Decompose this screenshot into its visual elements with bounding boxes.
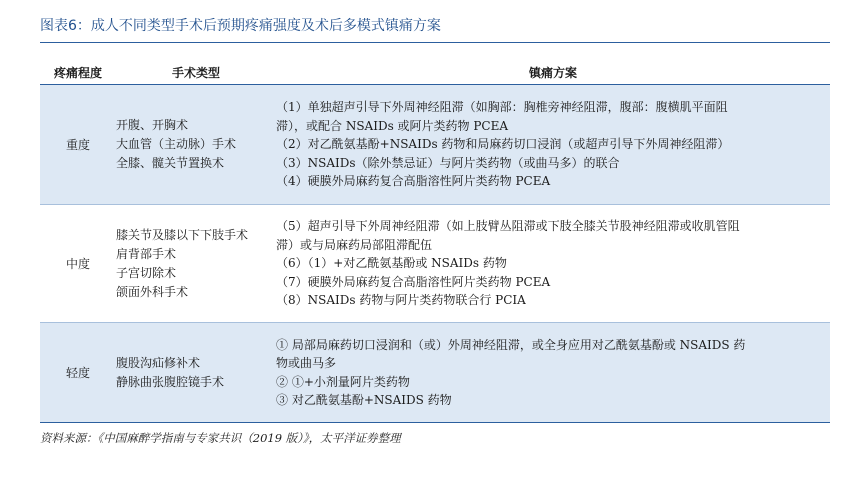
header-surgery-type: 手术类型 [116,60,276,85]
surgery-item: 腹股沟疝修补术 [116,355,201,370]
surgery-cell [116,323,276,423]
plan-line: 滞）或与局麻药局部阻滞配伍 [276,237,433,252]
plan-line: （5）超声引导下外周神经阻滞（如上肢臂丛阻滞或下肢全膝关节股神经阻滞或收肌管阻 [276,219,740,234]
table-header-row [40,60,830,85]
pain-level-cell: 重度 [40,85,116,205]
table-row-severe [40,85,830,205]
plan-line: ① 局部局麻药切口浸润和（或）外周神经阻滞，或全身应用对乙酰氨基酚或 NSAIDS 药 [276,337,746,352]
surgery-item: 静脉曲张腹腔镜手术 [116,374,225,389]
pain-level-cell: 轻度 [40,323,116,423]
figure-title: 图表6：成人不同类型手术后预期疼痛强度及术后多模式镇痛方案 [40,16,830,43]
plan-line: （8）NSAIDs 药物与阿片类药物联合行 PCIA [276,293,526,308]
surgery-item: 膝关节及膝以下下肢手术 [116,227,249,242]
header-analgesia-plan: 镇痛方案 [276,60,830,85]
plan-line: （1）单独超声引导下外周神经阻滞（如胸部：胸椎旁神经阻滞，腹部：腹横肌平面阻 [276,100,728,115]
surgery-item: 开腹、开胸术 [116,118,189,132]
plan-line: （2）对乙酰氨基酚+NSAIDs 药物和局麻药切口浸润（或超声引导下外周神经阻滞） [276,137,730,152]
plan-line: ③ 对乙酰氨基酚+NSAIDS 药物 [276,393,452,407]
plan-line: ② ①+小剂量阿片类药物 [276,374,410,389]
plan-line: 物或曲马多 [276,356,337,370]
surgery-item: 大血管（主动脉）手术 [116,137,237,151]
surgery-item: 子宫切除术 [116,265,177,280]
plan-cell [276,85,830,205]
surgery-cell [116,85,276,205]
plan-line: 滞），或配合 NSAIDs 或阿片类药物 PCEA [276,118,509,133]
table-row-mild [40,323,830,423]
plan-cell [276,323,830,423]
analgesia-table [40,60,830,423]
surgery-item: 全膝、髋关节置换术 [116,156,225,170]
surgery-cell [116,205,276,323]
surgery-item: 颌面外科手术 [116,284,189,299]
plan-line: （6）（1）+对乙酰氨基酚或 NSAIDs 药物 [276,256,507,271]
plan-line: （7）硬膜外局麻药复合高脂溶性阿片类药物 PCEA [276,274,551,289]
plan-cell [276,205,830,323]
plan-line: （4）硬膜外局麻药复合高脂溶性阿片类药物 PCEA [276,174,551,189]
pain-level-cell: 中度 [40,205,116,323]
surgery-item: 肩背部手术 [116,246,177,261]
table-row-moderate [40,205,830,323]
source-note: 资料来源：《中国麻醉学指南与专家共识（2019 版）》，太平洋证券整理 [40,431,401,445]
header-pain-level: 疼痛程度 [40,60,116,85]
plan-line: （3）NSAIDs（除外禁忌证）与阿片类药物（或曲马多）的联合 [276,155,620,170]
